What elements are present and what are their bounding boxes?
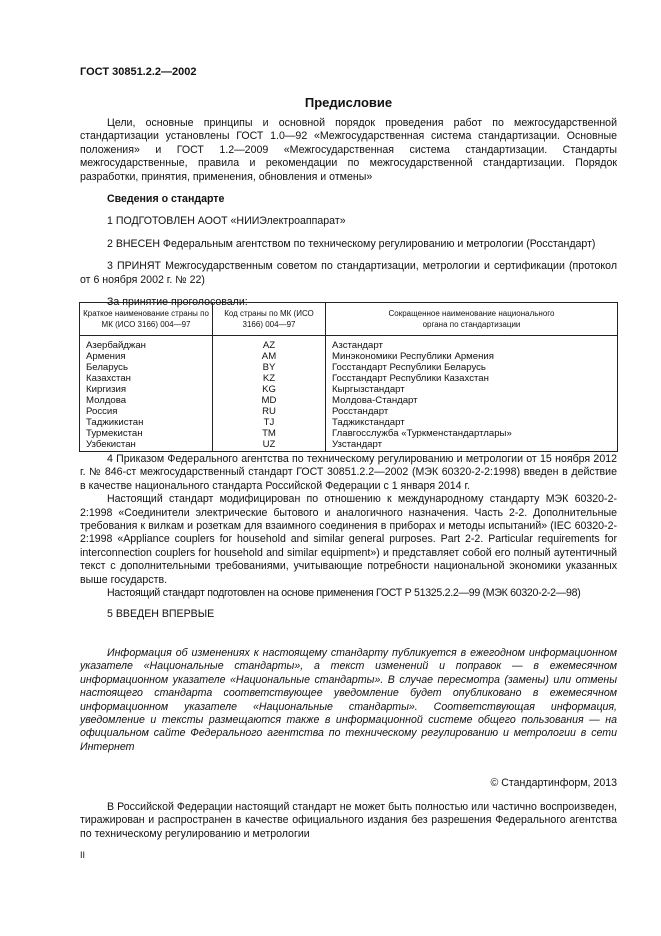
standards-body: Таджикстандарт [326,417,618,428]
column-header: Сокращенное наименование национального органа по стандартизации [326,303,618,336]
table-row [80,428,618,439]
standards-body: Госстандарт Республики Казахстан [326,373,618,384]
country-name: Киргизия [80,384,213,395]
country-code: MD [213,395,326,406]
table-row [80,417,618,428]
country-code: TJ [213,417,326,428]
copyright: © Стандартинформ, 2013 [490,777,617,789]
item-5: 5 ВВЕДЕН ВПЕРВЫЕ [107,608,215,621]
country-code: KG [213,384,326,395]
country-name: Азербайджан [80,336,213,352]
country-code: UZ [213,439,326,452]
voting-table [79,302,618,452]
item-4-modification: Настоящий стандарт модифицирован по отношению к международному стандарту МЭК 60320-2-2:1998 «Соединители электрические бытового и аналогичного назначения. Часть 2-2. Дополнительные требования к вилкам и розеткам для взаимного соединения в приборах и методы испытаний» (IEC 60320-2-2:1998 «Appliance couplers for household and similar general purposes. Part 2-2. Particular requirements for interconnection couplers for household and similar equipment») и представляет собой его полный аутентичный текст с дополнительными требованиями, учитывающие потребности национальной экономики указанных выше государств. [80,493,617,586]
table-row [80,384,618,395]
item-4-basis: Настоящий стандарт подготовлен на основе применения ГОСТ Р 51325.2.2—99 (МЭК 60320-2-2—98) [107,587,581,600]
item-4-section [80,453,617,622]
standards-body: Главгосслужба «Туркменстандартлары» [326,428,618,439]
table-row [80,351,618,362]
intro-section [80,117,617,309]
country-code: BY [213,362,326,373]
table-row [80,373,618,384]
country-name: Казахстан [80,373,213,384]
item-4: 4 Приказом Федерального агентства по техническому регулированию и метрологии от 15 ноября 2012 г. № 846-ст межгосударственный стандарт ГОСТ 30851.2.2—2002 (МЭК 60320-2-2:1998) введен в действие в качестве национального стандарта Российской Федерации с 1 января 2014 г. [80,453,617,492]
table-row [80,336,618,352]
country-code: AM [213,351,326,362]
standards-body: Азстандарт [326,336,618,352]
standards-body: Госстандарт Республики Беларусь [326,362,618,373]
standards-body: Молдова-Стандарт [326,395,618,406]
country-code: KZ [213,373,326,384]
table-body [80,336,618,452]
table-row [80,406,618,417]
country-code: RU [213,406,326,417]
country-name: Молдова [80,395,213,406]
country-code: TM [213,428,326,439]
country-name: Узбекистан [80,439,213,452]
info-section [80,647,617,754]
rights-paragraph: В Российской Федерации настоящий стандарт не может быть полностью или частично воспроизведен, тиражирован и распространен в качестве официального издания без разрешения Федерального агентства по техническому регулированию и метрологии [80,801,617,840]
item-2: 2 ВНЕСЕН Федеральным агентством по техническому регулированию и метрологии (Росстандарт) [107,237,596,250]
column-header: Код страны по МК (ИСО 3166) 004—97 [213,303,326,336]
standards-body: Росстандарт [326,406,618,417]
country-name: Россия [80,406,213,417]
page-title: Предисловие [304,95,393,110]
table-row [80,395,618,406]
page-number: II [80,850,86,860]
rights-section [80,801,617,841]
standards-body: Кыргызстандарт [326,384,618,395]
country-name: Турмекистан [80,428,213,439]
table-row [80,439,618,452]
document-header: ГОСТ 30851.2.2—2002 [80,66,197,78]
standards-body: Узстандарт [326,439,618,452]
column-header: Краткое наименование страны по МК (ИСО 3166) 004—97 [80,303,213,336]
voted-label: За принятие проголосовали: [107,296,248,309]
country-code: AZ [213,336,326,352]
country-name: Армения [80,351,213,362]
about-heading: Сведения о стандарте [107,193,225,206]
intro-paragraph: Цели, основные принципы и основной порядок проведения работ по межгосударственной стандартизации установлены ГОСТ 1.0—92 «Межгосударственная система стандартизации. Основные положения» и ГОСТ 1.2—2009 «Межгосударственная система стандартизации. Стандарты межгосударственные, правила и рекомендации по межгосударственной стандартизации. Порядок разработки, принятия, применения, обновления и отмены» [80,117,617,183]
table-row [80,362,618,373]
table-header-row [80,303,618,336]
info-paragraph: Информация об изменениях к настоящему стандарту публикуется в ежегодном информационном указателе «Национальные стандарты», а текст изменений и поправок — в ежемесячном информационном указателе «Национальные стандарты». В случае пересмотра (замены) или отмены настоящего стандарта соответствующее уведомление будет опубликовано в ежемесячном информационном указателе «Национальные стандарты». Соответствующая информация, уведомление и тексты размещаются также в информационной системе общего пользования — на официальном сайте Федерального агентства по техническому регулированию и метрологии в сети Интернет [80,647,617,753]
country-name: Таджикистан [80,417,213,428]
item-3: 3 ПРИНЯТ Межгосударственным советом по стандартизации, метрологии и сертификации (протокол от 6 ноября 2002 г. № 22) [80,260,617,286]
standards-body: Минэкономики Республики Армения [326,351,618,362]
country-name: Беларусь [80,362,213,373]
item-1: 1 ПОДГОТОВЛЕН АООТ «НИИЭлектроаппарат» [107,215,346,228]
